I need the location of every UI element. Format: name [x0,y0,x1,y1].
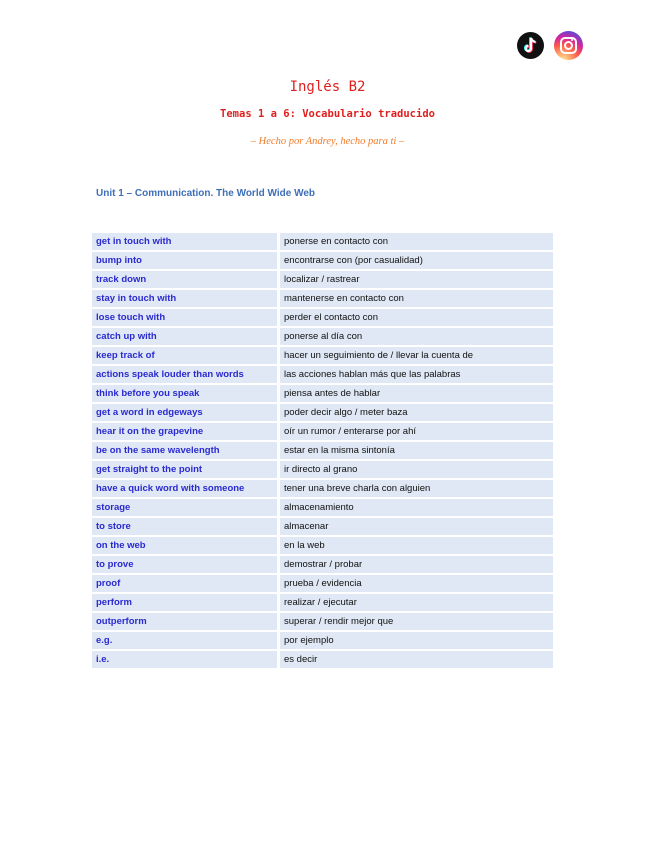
table-row [92,480,553,497]
spanish-translation: demostrar / probar [280,556,553,573]
spanish-translation: localizar / rastrear [280,271,553,288]
table-row [92,309,553,326]
english-term: have a quick word with someone [92,480,280,497]
table-row [92,575,553,592]
english-term: get a word in edgeways [92,404,280,421]
english-term: get straight to the point [92,461,280,478]
table-row [92,347,553,364]
english-term: think before you speak [92,385,280,402]
table-row [92,594,553,611]
english-term: keep track of [92,347,280,364]
spanish-translation: prueba / evidencia [280,575,553,592]
table-row [92,651,553,668]
english-term: on the web [92,537,280,554]
table-row [92,271,553,288]
spanish-translation: por ejemplo [280,632,553,649]
table-row [92,613,553,630]
english-term: bump into [92,252,280,269]
table-row [92,385,553,402]
spanish-translation: ir directo al grano [280,461,553,478]
table-row [92,290,553,307]
spanish-translation: almacenamiento [280,499,553,516]
table-row [92,556,553,573]
table-row [92,518,553,535]
english-term: be on the same wavelength [92,442,280,459]
vocabulary-table [92,231,553,670]
english-term: storage [92,499,280,516]
english-term: track down [92,271,280,288]
table-row [92,537,553,554]
english-term: actions speak louder than words [92,366,280,383]
table-row [92,423,553,440]
spanish-translation: oír un rumor / enterarse por ahí [280,423,553,440]
english-term: get in touch with [92,233,280,250]
english-term: outperform [92,613,280,630]
english-term: catch up with [92,328,280,345]
spanish-translation: poder decir algo / meter baza [280,404,553,421]
english-term: perform [92,594,280,611]
table-row [92,233,553,250]
spanish-translation: tener una breve charla con alguien [280,480,553,497]
spanish-translation: piensa antes de hablar [280,385,553,402]
table-row [92,499,553,516]
spanish-translation: perder el contacto con [280,309,553,326]
english-term: stay in touch with [92,290,280,307]
table-row [92,632,553,649]
spanish-translation: las acciones hablan más que las palabras [280,366,553,383]
spanish-translation: encontrarse con (por casualidad) [280,252,553,269]
instagram-icon[interactable] [554,31,583,60]
author-byline: – Hecho por Andrey, hecho para ti – [250,136,405,147]
spanish-translation: en la web [280,537,553,554]
table-row [92,252,553,269]
unit-heading: Unit 1 – Communication. The World Wide Web [96,188,315,199]
tiktok-icon[interactable] [517,32,544,59]
page-subtitle: Temas 1 a 6: Vocabulario traducido [220,108,435,120]
table-row [92,366,553,383]
english-term: lose touch with [92,309,280,326]
page-title: Inglés B2 [289,79,366,95]
table-row [92,404,553,421]
spanish-translation: estar en la misma sintonía [280,442,553,459]
table-row [92,442,553,459]
english-term: to store [92,518,280,535]
spanish-translation: ponerse al día con [280,328,553,345]
table-row [92,328,553,345]
english-term: hear it on the grapevine [92,423,280,440]
english-term: to prove [92,556,280,573]
english-term: i.e. [92,651,280,668]
spanish-translation: realizar / ejecutar [280,594,553,611]
spanish-translation: es decir [280,651,553,668]
spanish-translation: almacenar [280,518,553,535]
social-icons [517,32,583,61]
spanish-translation: ponerse en contacto con [280,233,553,250]
spanish-translation: superar / rendir mejor que [280,613,553,630]
english-term: e.g. [92,632,280,649]
english-term: proof [92,575,280,592]
table-row [92,461,553,478]
spanish-translation: mantenerse en contacto con [280,290,553,307]
spanish-translation: hacer un seguimiento de / llevar la cuenta de [280,347,553,364]
